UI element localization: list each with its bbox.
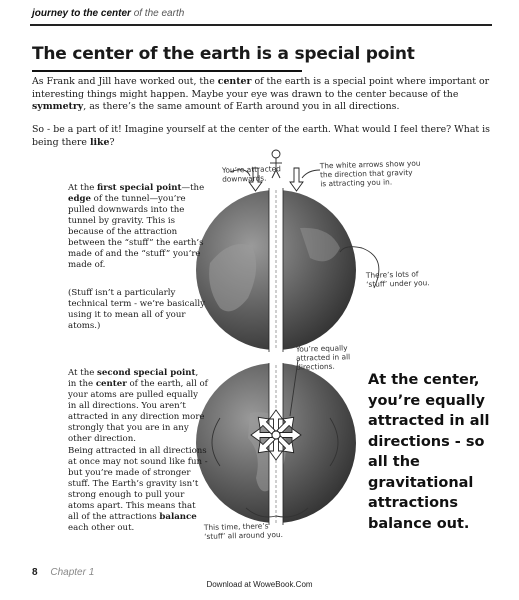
balance-description: Being attracted in all directions at once may not sound like fun - but you’re made of stronger stuff. The Earth’s gravity isn’t strong enough to pull your atoms apart. This means that all of the attractions balance each other out.	[68, 446, 208, 533]
running-head-bold: journey to the center	[32, 8, 131, 19]
running-head	[32, 8, 184, 19]
second-point-description: At the second special point, in the center of the earth, all of your atoms are pulled equally in all directions. You aren’t attracted in any direction more strongly that you are in any other direction.	[68, 368, 208, 444]
download-notice: Download at WoweBook.Com	[206, 580, 313, 589]
page-number: 8	[32, 567, 38, 578]
first-point-description: At the first special point—the edge of the tunnel—you’re pulled downwards into the tunnel by gravity. This is because of the attraction between the “stuff” the earth’s made of and the “stuff” you’re made of.	[68, 183, 205, 270]
chapter-label: Chapter 1	[50, 567, 95, 578]
page-title: The center of the earth is a special point	[32, 44, 415, 64]
note-stuff-under-you: There’s lots of ‘stuff’ under you.	[365, 269, 430, 289]
note-white-arrows: The white arrows show you the direction that gravity is attracting you in.	[319, 158, 421, 189]
note-equally-attracted: You’re equally attracted in all directions.	[295, 343, 351, 372]
intro-paragraph-2: So - be a part of it! Imagine yourself at the center of the earth. What would I feel there? What is being there like?	[32, 124, 490, 148]
note-stuff-all-around: This time, there’s ‘stuff’ all around you.	[203, 521, 284, 542]
top-rule	[30, 24, 492, 26]
stuff-footnote: (Stuff isn’t a particularly technical term - we’re basically using it to mean all of your atoms.)	[68, 288, 205, 331]
center-callout: At the center, you’re equally attracted in all directions - so all the gravitational attractions balance out.	[368, 372, 490, 532]
page-footer	[32, 567, 94, 578]
note-attracted-downwards: You’re attracted downwards.	[221, 164, 281, 184]
title-underline	[32, 70, 302, 72]
running-head-light: of the earth	[133, 8, 185, 19]
all-directions-arrows-icon	[251, 410, 301, 460]
intro-paragraph-1: As Frank and Jill have worked out, the center of the earth is a special point where important or interesting things might happen. Maybe your eye was drawn to the center because of the symmetry, as there’s the same amount of Earth around you in all directions.	[32, 76, 490, 113]
